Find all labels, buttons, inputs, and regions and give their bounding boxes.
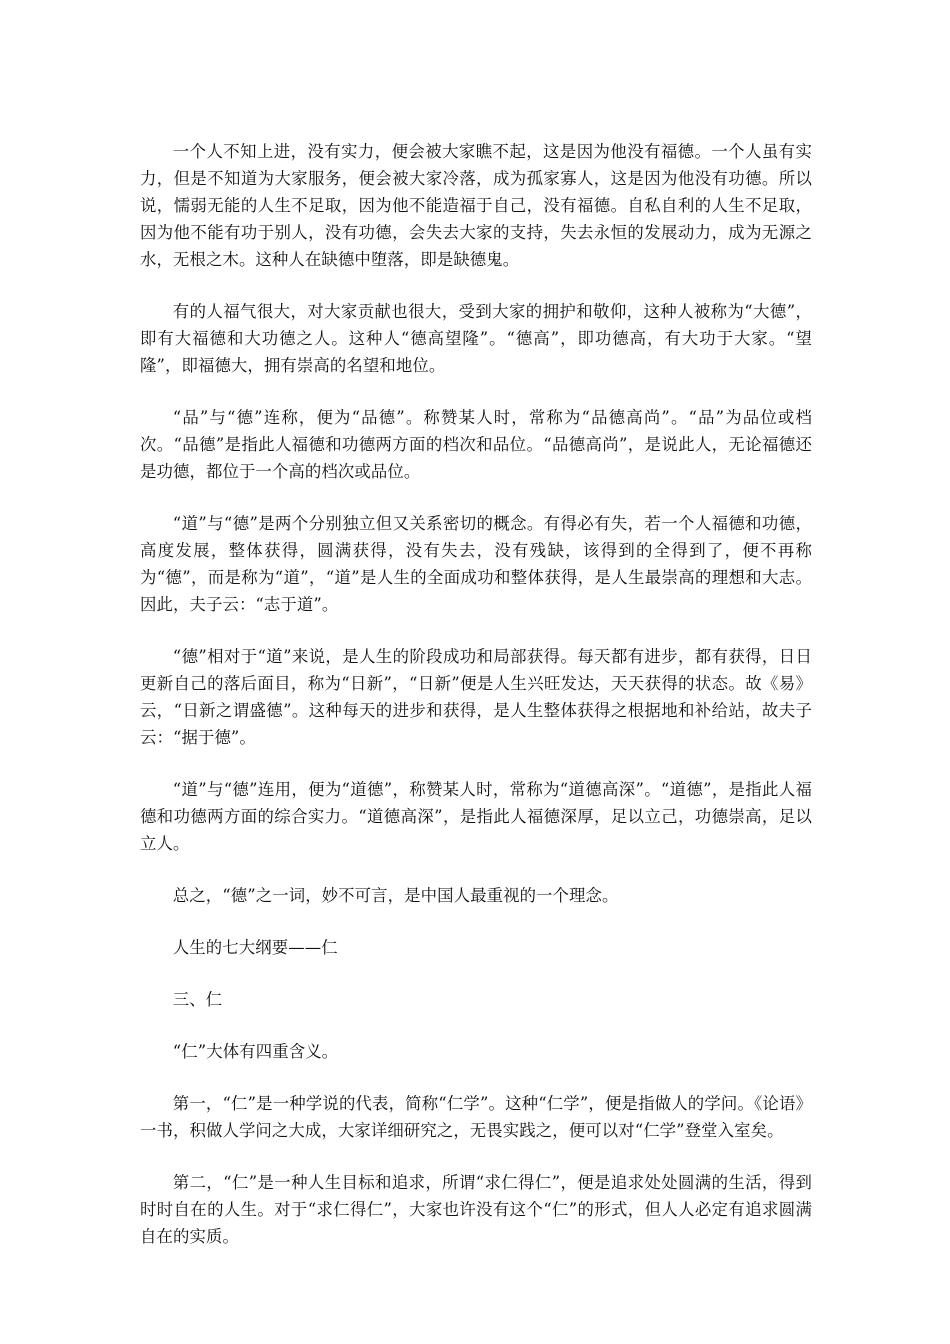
section-number-heading: 三、仁 [172,990,223,1009]
paragraph-7: 总之，“德”之一词，妙不可言，是中国人最重视的一个理念。 [172,886,619,905]
paragraph-4: “道”与“德”是两个分别独立但又关系密切的概念。有得必有失，若一个人福德和功德，高度发展，整体获得，圆满获得，没有失去，没有残缺，该得到的全得到了，便不再称为“德”，而是称为“道”，“道”是人生的全面成功和整体获得，是人生最崇高的理想和大志。因此，夫子云：“志于道”。 [140,514,812,614]
section-heading-ren: 人生的七大纲要——仁 [172,938,338,957]
document-body [140,138,812,1275]
paragraph-6: “道”与“德”连用，便为“道德”，称赞某人时，常称为“道德高深”。“道德”，是指此人福德和功德两方面的综合实力。“道德高深”，是指此人福德深厚，足以立己，功德崇高，足以立人。 [140,780,812,853]
paragraph-ren-second: 第二，“仁”是一种人生目标和追求，所谓“求仁得仁”，便是追求处处圆满的生活，得到时时自在的人生。对于“求仁得仁”，大家也许没有这个“仁”的形式，但人人必定有追求圆满自在的实质。 [140,1173,812,1246]
paragraph-3: “品”与“德”连称，便为“品德”。称赞某人时，常称为“品德高尚”。“品”为品位或档次。“品德”是指此人福德和功德两方面的档次和品位。“品德高尚”，是说此人，无论福德还是功德，都位于一个高的档次或品位。 [140,408,812,481]
paragraph-2: 有的人福气很大，对大家贡献也很大，受到大家的拥护和敬仰，这种人被称为“大德”，即有大福德和大功德之人。这种人“德高望隆”。“德高”，即功德高，有大功于大家。“望隆”，即福德大，拥有崇高的名望和地位。 [140,302,812,375]
paragraph-ren-intro: “仁”大体有四重含义。 [172,1042,339,1061]
paragraph-5: “德”相对于“道”来说，是人生的阶段成功和局部获得。每天都有进步，都有获得，日日更新自己的落后面目，称为“日新”，“日新”便是人生兴旺发达，天天获得的状态。故《易》云，“日新之谓盛德”。这种每天的进步和获得，是人生整体获得之根据地和补给站，故夫子云：“据于德”。 [140,647,812,747]
paragraph-1: 一个人不知上进，没有实力，便会被大家瞧不起，这是因为他没有福德。一个人虽有实力，但是不知道为大家服务，便会被大家冷落，成为孤家寡人，这是因为他没有功德。所以说，懦弱无能的人生不足取，因为他不能造福于自己，没有福德。自私自利的人生不足取，因为他不能有功于别人，没有功德，会失去大家的支持，失去永恒的发展动力，成为无源之水，无根之木。这种人在缺德中堕落，即是缺德鬼。 [140,142,812,269]
paragraph-ren-first: 第一，“仁”是一种学说的代表，简称“仁学”。这种“仁学”，便是指做人的学问。《论语》一书，积做人学问之大成，大家详细研究之，无畏实践之，便可以对“仁学”登堂入室矣。 [140,1094,812,1140]
